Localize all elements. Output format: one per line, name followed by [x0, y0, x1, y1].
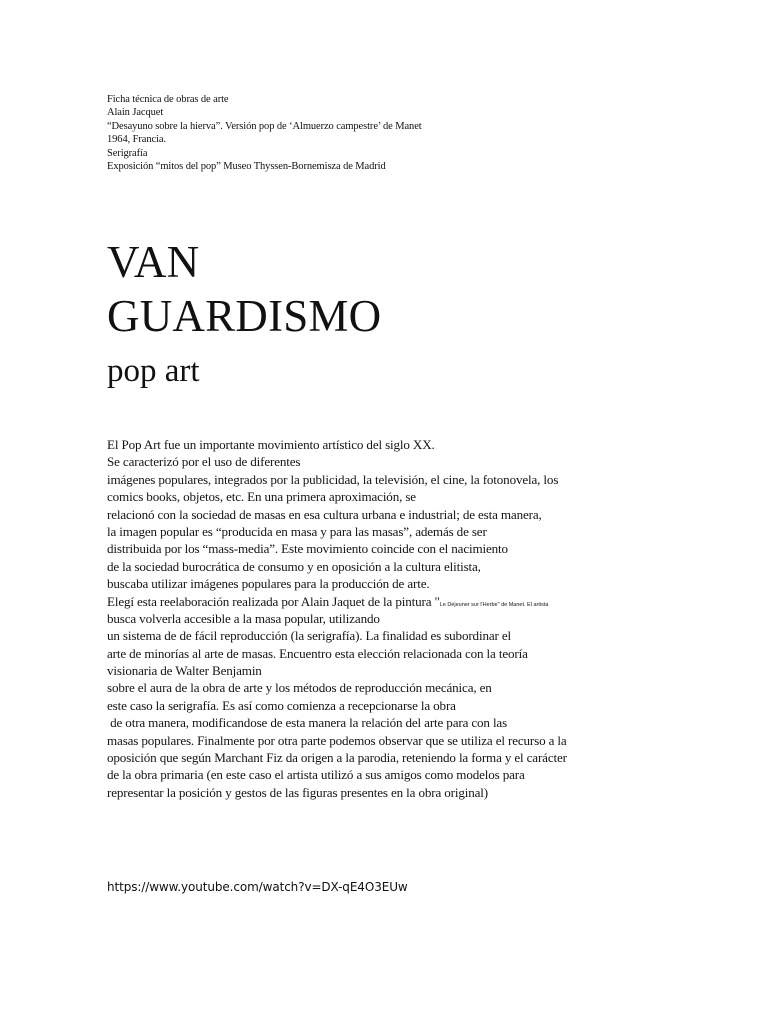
body-line: de otra manera, modificandose de esta manera la relación del arte para con las	[107, 715, 508, 731]
ficha-line-work: “Desayuno sobre la hierva”. Versión pop de ‘Almuerzo campestre’ de Manet	[107, 120, 422, 132]
body-line: busca volverla accesible a la masa popular, utilizando	[107, 610, 380, 626]
body-line: El Pop Art fue un importante movimiento artístico del siglo XX.	[107, 437, 435, 452]
ficha-line-date: 1964, Francia.	[107, 134, 166, 146]
body-line: visionaria de Walter Benjamin	[107, 663, 262, 679]
body-line: buscaba utilizar imágenes populares para la producción de arte.	[107, 576, 430, 592]
body-line: de la sociedad burocrática de consumo y en oposición a la cultura elitista,	[107, 558, 481, 574]
body-line-mixed	[107, 593, 667, 610]
body-line: oposición que según Marchant Fiz da origen a la parodia, reteniendo la forma y el carácter	[107, 750, 567, 766]
body-line: un sistema de de fácil reproducción (la serigrafía). La finalidad es subordinar el	[107, 628, 511, 644]
ficha-tecnica	[107, 93, 707, 173]
ficha-line-exhibition: Exposición “mitos del pop” Museo Thyssen-Bornemisza de Madrid	[107, 161, 386, 173]
page-subtitle: pop art	[107, 353, 200, 389]
body-paragraph	[107, 436, 667, 801]
body-line: sobre el aura de la obra de arte y los métodos de reproducción mecánica, en	[107, 680, 492, 696]
ficha-line-title: Ficha técnica de obras de arte	[107, 94, 229, 105]
body-line: arte de minorías al arte de masas. Encuentro esta elección relacionada con la teoría	[107, 645, 528, 661]
ficha-line-technique: Serigrafía	[107, 147, 148, 159]
body-line: de la obra primaria (en este caso el artista utilizó a sus amigos como modelos para	[107, 767, 525, 783]
body-line: masas populares. Finalmente por otra parte podemos observar que se utiliza el recurso a la	[107, 732, 567, 748]
body-line-text: Elegí esta reelaboración realizada por Alain Jaquet de la pintura "	[107, 593, 440, 609]
body-line: comics books, objetos, etc. En una primera aproximación, se	[107, 489, 416, 505]
title-line-2: GUARDISMO	[107, 291, 382, 341]
body-line: distribuida por los “mass-media”. Este movimiento coincide con el nacimiento	[107, 541, 508, 557]
body-line: relacionó con la sociedad de masas en esa cultura urbana e industrial; de esta manera,	[107, 506, 542, 522]
tiny-fragment: Le Déjeuner sur l'Herbe" de Manet. El artista	[439, 601, 549, 608]
youtube-link[interactable]: https://www.youtube.com/watch?v=DX-qE4O3EUw	[107, 880, 408, 894]
ficha-line-artist: Alain Jacquet	[107, 107, 164, 119]
title-line-1: VAN	[107, 237, 200, 287]
body-line: representar la posición y gestos de las figuras presentes en la obra original)	[107, 784, 488, 800]
body-line: imágenes populares, integrados por la publicidad, la televisión, el cine, la fotonovela, los	[107, 471, 559, 487]
body-line: la imagen popular es “producida en masa y para las masas”, además de ser	[107, 523, 487, 539]
body-line: este caso la serigrafía. Es así como comienza a recepcionarse la obra	[107, 697, 456, 713]
body-line: Se caracterizó por el uso de diferentes	[107, 454, 301, 470]
page-title	[107, 235, 381, 343]
